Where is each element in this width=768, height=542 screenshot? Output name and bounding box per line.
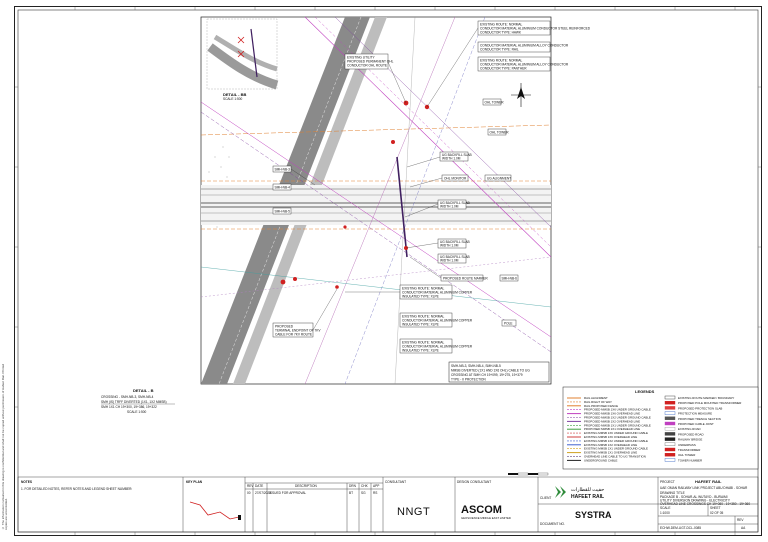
legend-item-label: RAILWAY BRIDGE	[678, 437, 703, 442]
detail-b-caption	[101, 388, 175, 414]
svg-text:SCALE 1:500: SCALE 1:500	[127, 410, 147, 414]
svg-text:PROPOSED PERMANENT OHL: PROPOSED PERMANENT OHL	[347, 59, 394, 64]
logo-hafeet-ar: حفيت للقطارات	[571, 487, 605, 493]
svg-text:CONDUCTOR MATERIAL ALUMINIUM C: CONDUCTOR MATERIAL ALUMINIUM COPPER	[402, 344, 473, 349]
svg-text:INSULATED TYPE: XLPE: INSULATED TYPE: XLPE	[402, 322, 439, 327]
svg-text:CROSSING AT SMH CH 19+099, 19+: CROSSING AT SMH CH 19+099, 19+275, 19+379	[451, 373, 523, 377]
svg-text:CONDUCTOR MATERIAL ALUMINIUM A: CONDUCTOR MATERIAL ALUMINIUM ALLOY CONDUCTOR	[480, 62, 569, 67]
legend-item-label: EXISTING MMSB 1X6 OVERHEAD LINE	[584, 435, 638, 439]
svg-text:DETAIL - B: DETAIL - B	[133, 388, 154, 393]
svg-text:AA: AA	[741, 526, 746, 530]
legend-item-label: TRANSFORMER	[678, 448, 701, 452]
svg-text:REV: REV	[737, 518, 744, 522]
svg-text:OHL TOWER: OHL TOWER	[484, 100, 504, 105]
legend-item-label: EXISTING MMSB 1X2 UNDER GROUND CABLE	[584, 438, 648, 443]
svg-text:EXISTING ROUTE: NORMAL: EXISTING ROUTE: NORMAL	[480, 22, 523, 27]
svg-text:UAE OMAN RAILWAY LINK PROJECT: UAE OMAN RAILWAY LINK PROJECT ABU DHABI - SOHAR	[660, 486, 748, 490]
legend	[563, 387, 758, 469]
svg-text:NOTES: NOTES	[21, 480, 32, 484]
callout-mid-2	[442, 175, 468, 181]
svg-text:DESIGN CONSULTANT: DESIGN CONSULTANT	[457, 480, 492, 484]
legend-symbol	[665, 422, 675, 425]
svg-text:MMSB DIVERTED (1X1 AND 1X6 OHL: MMSB DIVERTED (1X1 AND 1X6 OHL) CABLE TO UG	[451, 368, 530, 373]
svg-text:SCALE 1:500: SCALE 1:500	[223, 97, 243, 101]
svg-text:POLE: POLE	[504, 321, 513, 326]
legend-symbol	[665, 453, 675, 456]
logo-ascom-sub: GEOSCIENCE MIDDLE EAST LIMITED	[461, 516, 511, 520]
legend-item-label: RAIL RIGHT OF WAY	[584, 399, 612, 404]
svg-text:1:1000: 1:1000	[660, 511, 670, 515]
svg-text:02 OF 05: 02 OF 05	[710, 511, 724, 515]
svg-text:TYPE - II PROTECTION: TYPE - II PROTECTION	[451, 377, 486, 382]
svg-text:PROJECT: PROJECT	[660, 480, 675, 484]
legend-symbol	[665, 448, 675, 451]
legend-item-label: EXISTING ROUTE MARKER / BOUNDARY	[678, 396, 735, 400]
tag-smh-nb-3	[273, 166, 291, 172]
svg-text:WIDTH 1.0M: WIDTH 1.0M	[442, 156, 461, 161]
legend-item-label: RAIL ALIGNMENT	[584, 396, 608, 400]
svg-text:HAFEET RAIL: HAFEET RAIL	[695, 479, 722, 484]
svg-text:PROPOSED ROUTE MARKER: PROPOSED ROUTE MARKER	[443, 276, 488, 281]
svg-text:OHL MONITOR: OHL MONITOR	[444, 176, 467, 181]
callout-top-center	[345, 54, 394, 69]
callout-mid-4	[438, 200, 470, 209]
svg-text:SMH-NB-5: SMH-NB-5	[274, 209, 290, 214]
svg-text:TERMINAL ENDPOINT OF 7KV: TERMINAL ENDPOINT OF 7KV	[275, 328, 321, 333]
svg-text:27/07/2023: 27/07/2023	[255, 491, 271, 495]
logo-systra: SYSTRA	[575, 510, 612, 520]
svg-text:CONDUCTOR TYPE: PANTHER: CONDUCTOR TYPE: PANTHER	[480, 66, 527, 71]
svg-text:CONDUCTOR MATERIAL ALUMINIUM A: CONDUCTOR MATERIAL ALUMINIUM ALLOY CONDUCTOR	[480, 43, 569, 48]
scale-bar	[508, 473, 548, 475]
title-block-text	[21, 479, 750, 530]
legend-item-label: UNDERPASS	[678, 442, 696, 447]
svg-text:WIDTH 1.0M: WIDTH 1.0M	[440, 243, 459, 248]
svg-text:EXISTING ROUTE: NORMAL: EXISTING ROUTE: NORMAL	[402, 340, 445, 345]
svg-text:WIDTH 1.0M: WIDTH 1.0M	[440, 258, 459, 263]
logo-nngt: NNGT	[397, 506, 431, 518]
legend-item-label: PROPOSED MMSB 1X1 OVERHEAD LINE	[584, 427, 641, 432]
svg-text:00: 00	[247, 491, 251, 495]
legend-symbol	[665, 406, 675, 409]
legend-item-label: OVERHEAD LINE CABLE TO UG TRANSITION	[584, 454, 646, 459]
legend-item-label: EXISTING MMSB 1X6 UNDER GROUND CABLE	[584, 431, 648, 436]
svg-text:INSULATED TYPE: XLPE: INSULATED TYPE: XLPE	[402, 294, 439, 299]
svg-text:UTILITY DIVERSION DRAWING - EL: UTILITY DIVERSION DRAWING - ELECTRICITY	[660, 498, 730, 503]
legend-item-label: PROPOSED ROAD	[678, 432, 704, 437]
tag-smh-nb-4	[273, 184, 291, 190]
legend-item-label: EXISTING MMSB 1X1 UNDER GROUND CABLE	[584, 446, 648, 451]
callout-mid-1	[440, 152, 472, 161]
legend-item-label: PROPOSED PROTECTION SLAB	[678, 406, 723, 411]
svg-text:OHL TOWER: OHL TOWER	[489, 130, 509, 135]
svg-text:CONDUCTOR OHL ROUTE: CONDUCTOR OHL ROUTE	[347, 63, 388, 68]
legend-item-label: OHL TOWER	[678, 453, 696, 458]
drawing-sheet	[14, 6, 762, 536]
svg-text:SCALE: SCALE	[660, 506, 671, 510]
svg-text:RS: RS	[373, 491, 378, 495]
drawing-canvas	[15, 7, 761, 535]
svg-text:EXISTING UTILITY: EXISTING UTILITY	[347, 55, 375, 60]
legend-item-label: PROPOSED MMSB 1X1 UNDER GROUND CABLE	[584, 423, 651, 428]
svg-text:OVERHEAD LINE CROSSINGS CH 19+: OVERHEAD LINE CROSSINGS CH 19+080 - 19+350 - 19+360	[660, 502, 751, 506]
svg-text:CONDUCTOR TYPE: RAIL: CONDUCTOR TYPE: RAIL	[480, 47, 519, 52]
callout-top-right-3	[478, 57, 569, 71]
svg-text:REV: REV	[247, 484, 254, 488]
svg-text:CONDUCTOR TYPE: HAWK: CONDUCTOR TYPE: HAWK	[480, 30, 522, 35]
svg-text:LEGENDS: LEGENDS	[635, 389, 655, 394]
callout-mid-6	[438, 254, 470, 263]
svg-text:SMH 1X1 CH 19+300, 19+386, 19+: SMH 1X1 CH 19+300, 19+386, 19+322	[101, 405, 157, 409]
svg-text:SMH-NB-4: SMH-NB-4	[274, 185, 290, 190]
legend-item-label: PROPOSED POLE MOUNTED TRANSFORMER	[678, 401, 742, 406]
legend-item-label: PROTECTION MEASURE	[678, 411, 713, 416]
tag-ohl-tower-b	[488, 129, 509, 135]
legend-item-label: EXISTING MMSB 1X2 OVERHEAD LINE	[584, 442, 638, 447]
svg-text:DETAIL - BB: DETAIL - BB	[223, 92, 247, 97]
tag-smh-nb-5	[273, 208, 291, 214]
legend-symbol	[665, 401, 675, 404]
side-disclaimer: © The information contained in this drawing is confidential and shall not be copied without permission of Hafeet Rail. Printed copies are uncontrolled.	[1, 363, 9, 530]
svg-text:DESCRIPTION: DESCRIPTION	[295, 484, 317, 488]
svg-text:CONDUCTOR MATERIAL ALUMINIUM C: CONDUCTOR MATERIAL ALUMINIUM COPPER	[402, 318, 473, 323]
callout-mid-5	[438, 239, 470, 248]
svg-text:UG BACKFILL SLAB: UG BACKFILL SLAB	[440, 255, 470, 259]
callout-top-right-1	[478, 21, 591, 35]
svg-text:CLIENT: CLIENT	[540, 496, 552, 500]
svg-text:INSULATED TYPE: XLPE: INSULATED TYPE: XLPE	[402, 348, 439, 353]
svg-text:ECHW-DEM-UGT-DCL-0085: ECHW-DEM-UGT-DCL-0085	[660, 526, 702, 530]
svg-text:SMH-NB-3: SMH-NB-3	[274, 167, 290, 172]
legend-symbol	[665, 432, 675, 435]
legend-item-label: PROPOSED MMSB 1X2 OVERHEAD LINE	[584, 419, 641, 424]
svg-text:CONDUCTOR MATERIAL ALUMINIUM C: CONDUCTOR MATERIAL ALUMINIUM COPPER	[402, 290, 473, 295]
svg-text:EXISTING ROUTE: NORMAL: EXISTING ROUTE: NORMAL	[480, 58, 523, 63]
svg-text:SMH (IS) TRFF DIVERTED (1X1, 1: SMH (IS) TRFF DIVERTED (1X1, 1X2 MMSB)	[101, 400, 167, 404]
svg-text:DRAWING TITLE: DRAWING TITLE	[660, 491, 685, 495]
title-block	[18, 477, 758, 532]
svg-text:UG BACKFILL SLAB: UG BACKFILL SLAB	[440, 240, 470, 244]
svg-text:WIDTH 1.0M: WIDTH 1.0M	[440, 204, 459, 209]
svg-text:1. FOR DETAILED NOTES, REFER N: 1. FOR DETAILED NOTES, REFER NOTES AND LEGEND SHEET NUMBER:	[21, 487, 133, 491]
callout-top-right-2	[478, 42, 569, 52]
svg-text:APP: APP	[373, 484, 380, 488]
svg-text:UG BACKFILL SLAB: UG BACKFILL SLAB	[440, 201, 470, 205]
legend-symbol	[665, 417, 675, 420]
legend-item-label: TOWER NUMBER	[678, 458, 703, 463]
svg-text:KEY PLAN: KEY PLAN	[186, 480, 203, 484]
svg-text:EXISTING ROUTE: NORMAL: EXISTING ROUTE: NORMAL	[402, 314, 445, 319]
callout-mid-7	[441, 275, 488, 281]
detail-bb-inset	[207, 19, 277, 101]
svg-text:CONSULTANT: CONSULTANT	[385, 480, 407, 484]
svg-text:SHEET: SHEET	[710, 506, 721, 510]
svg-text:DATE: DATE	[255, 484, 264, 488]
logo-hafeet-en: HAFEET RAIL	[571, 494, 605, 500]
callout-mid-3	[485, 175, 511, 181]
legend-item-label: UNDERGROUND CABLE	[584, 458, 618, 463]
svg-text:SMH-NB-3, SMH-NB-4, SMH-NB-5: SMH-NB-3, SMH-NB-4, SMH-NB-5	[451, 364, 501, 368]
svg-text:UG BACKFILL SLAB: UG BACKFILL SLAB	[442, 153, 472, 157]
crossing-note	[449, 362, 549, 382]
tag-ohl-tower-a	[483, 99, 504, 105]
legend-item-label: EXISTING MMSB 1X1 OVERHEAD LINE	[584, 450, 638, 455]
legend-symbol	[665, 438, 675, 441]
logo-ascom: ASCOM	[461, 504, 502, 516]
legend-item-label: PROPOSED TRENCH SECTION	[678, 416, 721, 421]
svg-text:ISSUED FOR APPROVAL: ISSUED FOR APPROVAL	[269, 491, 307, 495]
svg-text:PROPOSED: PROPOSED	[275, 324, 294, 329]
legend-item-label: PROPOSED MMSB 1X6 UNDER GROUND CABLE	[584, 407, 651, 412]
svg-text:DOCUMENT NO.: DOCUMENT NO.	[540, 522, 565, 526]
tag-pole	[502, 320, 516, 326]
svg-text:CROSSING - SMH-NB-3, SMH-NB-4: CROSSING - SMH-NB-3, SMH-NB-4	[101, 395, 154, 399]
legend-item-label: PROPOSED MMSB 1X2 UNDER GROUND CABLE	[584, 415, 651, 420]
svg-text:CHK: CHK	[361, 484, 368, 488]
svg-text:SMH-NB-6: SMH-NB-6	[501, 276, 517, 281]
svg-text:SG: SG	[361, 491, 366, 495]
svg-text:CABLE FOR 7KV ROUTE: CABLE FOR 7KV ROUTE	[275, 332, 313, 337]
legend-item-label: RAIL PROPOSED FENCE	[584, 403, 619, 408]
legend-item-label: PROPOSED MMSB 1X6 OVERHEAD LINE	[584, 411, 641, 416]
svg-text:DRN: DRN	[349, 484, 356, 488]
svg-text:PACKAGE B - SOHAR-AL WUTAYD -: PACKAGE B - SOHAR-AL WUTAYD - BURAIMI	[660, 495, 728, 499]
logo-hafeet-icon	[555, 486, 566, 498]
svg-text:EXISTING ROUTE: NORMAL: EXISTING ROUTE: NORMAL	[402, 286, 445, 291]
svg-text:UG ALIGNMENT: UG ALIGNMENT	[487, 176, 512, 181]
tag-smh-nb-6	[500, 275, 518, 281]
legend-item-label: PROPOSED CABLE JOINT	[678, 422, 714, 426]
svg-text:BT: BT	[349, 491, 354, 495]
svg-text:CONDUCTOR MATERIAL ALUMINIUM C: CONDUCTOR MATERIAL ALUMINIUM CONDUCTOR STEEL REINFORCED	[480, 26, 591, 31]
legend-item-label: EXISTING ROAD	[678, 427, 701, 432]
